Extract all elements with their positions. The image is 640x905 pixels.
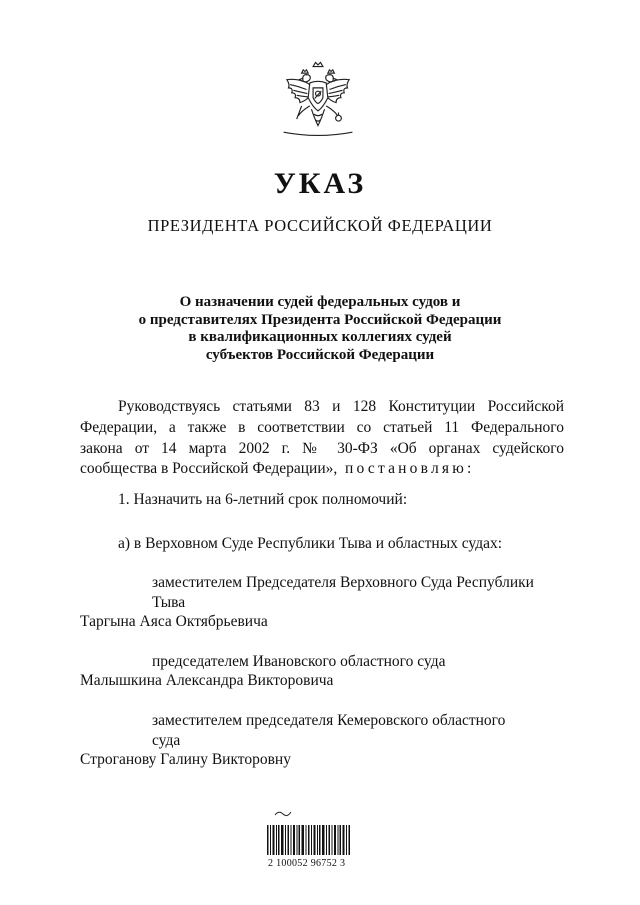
preamble-body xyxy=(80,418,564,480)
appointment-position: заместителем председателя Кемеровского областного xyxy=(152,712,506,729)
issuer-heading: ПРЕЗИДЕНТА РОССИЙСКОЙ ФЕДЕРАЦИИ xyxy=(147,216,493,235)
decree-title-line: О назначении судей федеральных судов и xyxy=(179,294,461,310)
signature-mark-icon xyxy=(275,812,291,816)
preamble-last-line xyxy=(80,459,564,480)
preamble-paragraph xyxy=(118,397,564,418)
appointment-position-cont: Тыва xyxy=(152,594,186,611)
appointee-name: Строганову Галину Викторовну xyxy=(80,751,291,768)
appointment-position: председателем Ивановского областного суда xyxy=(152,653,446,670)
preamble-line: сообщества в Российской Федерации», xyxy=(80,460,338,477)
decree-verb: постановляю: xyxy=(345,460,475,477)
state-emblem-icon xyxy=(277,60,359,142)
barcode-icon xyxy=(263,809,355,857)
double-headed-eagle-icon xyxy=(277,60,359,142)
appointment-position: заместителем Председателя Верховного Суда Республики xyxy=(152,574,534,591)
item-1: 1. Назначить на 6-летний срок полномочий: xyxy=(118,491,408,508)
decree-title-line: о представителях Президента Российской Федерации xyxy=(138,311,502,328)
decree-title-line: субъектов Российской Федерации xyxy=(205,346,435,363)
appointee-name: Таргына Аяса Октябрьевича xyxy=(80,613,268,630)
appointment-position-cont: суда xyxy=(152,732,181,749)
decree-title xyxy=(0,294,640,364)
decree-title-line: в квалификационных коллегиях судей xyxy=(188,329,452,345)
barcode-number: 2 100052 96752 3 xyxy=(268,858,346,869)
preamble-line: Руководствуясь статьями 83 и 128 Конституции Российской xyxy=(118,398,564,415)
appointee-name: Малышкина Александра Викторовича xyxy=(80,672,334,689)
preamble-line: закона от 14 марта 2002 г. № 30-ФЗ «Об органах судейского xyxy=(80,439,564,457)
preamble-line: Федерации, а также в соответствии со статьей 11 Федерального xyxy=(80,419,564,436)
item-1a: а) в Верховном Суде Республики Тыва и областных судах: xyxy=(118,535,503,552)
document-type-heading: УКАЗ xyxy=(273,167,367,200)
